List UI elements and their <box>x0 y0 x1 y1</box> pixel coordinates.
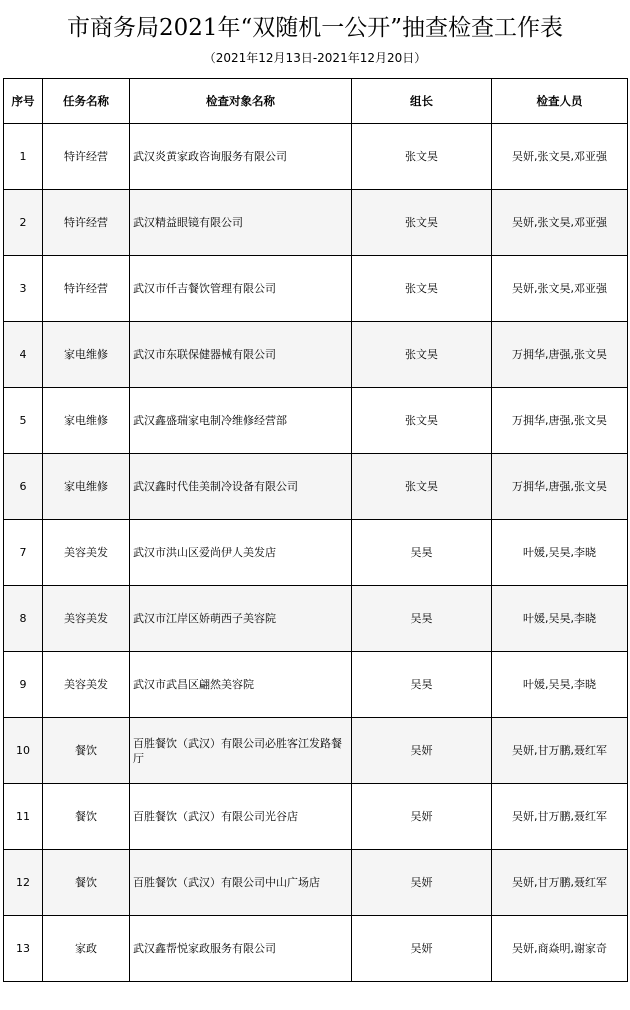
table-header-row <box>4 79 628 124</box>
header-inspectors: 检查人员 <box>492 79 628 124</box>
cell-serial-number: 13 <box>4 916 43 982</box>
cell-inspection-target: 百胜餐饮（武汉）有限公司中山广场店 <box>130 850 352 916</box>
cell-inspectors: 叶媛,吴昊,李晓 <box>492 586 628 652</box>
cell-team-leader: 吴妍 <box>352 784 492 850</box>
cell-task-name: 家电维修 <box>43 388 130 454</box>
cell-team-leader: 张文昊 <box>352 388 492 454</box>
cell-inspection-target: 百胜餐饮（武汉）有限公司必胜客江发路餐厅 <box>130 718 352 784</box>
cell-serial-number: 1 <box>4 124 43 190</box>
cell-serial-number: 11 <box>4 784 43 850</box>
cell-team-leader: 张文昊 <box>352 256 492 322</box>
cell-team-leader: 吴妍 <box>352 916 492 982</box>
cell-inspection-target: 武汉鑫盛瑞家电制冷维修经营部 <box>130 388 352 454</box>
cell-task-name: 餐饮 <box>43 784 130 850</box>
cell-inspection-target: 武汉市仟吉餐饮管理有限公司 <box>130 256 352 322</box>
cell-task-name: 家电维修 <box>43 322 130 388</box>
cell-team-leader: 张文昊 <box>352 124 492 190</box>
cell-task-name: 特许经营 <box>43 256 130 322</box>
cell-inspection-target: 武汉鑫帮悦家政服务有限公司 <box>130 916 352 982</box>
cell-serial-number: 12 <box>4 850 43 916</box>
table-row <box>4 256 628 322</box>
cell-inspection-target: 武汉市东联保健器械有限公司 <box>130 322 352 388</box>
cell-task-name: 家电维修 <box>43 454 130 520</box>
cell-team-leader: 吴妍 <box>352 718 492 784</box>
inspection-table <box>3 78 628 982</box>
cell-team-leader: 吴昊 <box>352 586 492 652</box>
cell-inspectors: 万拥华,唐强,张文昊 <box>492 322 628 388</box>
cell-serial-number: 8 <box>4 586 43 652</box>
cell-inspectors: 吴妍,张文昊,邓亚强 <box>492 190 628 256</box>
cell-team-leader: 张文昊 <box>352 322 492 388</box>
cell-task-name: 美容美发 <box>43 520 130 586</box>
cell-team-leader: 吴昊 <box>352 652 492 718</box>
table-row <box>4 388 628 454</box>
cell-task-name: 特许经营 <box>43 124 130 190</box>
cell-inspectors: 叶媛,吴昊,李晓 <box>492 520 628 586</box>
cell-serial-number: 9 <box>4 652 43 718</box>
table-row <box>4 322 628 388</box>
table-row <box>4 652 628 718</box>
table-row <box>4 916 628 982</box>
table-row <box>4 124 628 190</box>
cell-team-leader: 吴妍 <box>352 850 492 916</box>
cell-team-leader: 张文昊 <box>352 454 492 520</box>
cell-task-name: 美容美发 <box>43 652 130 718</box>
cell-inspectors: 万拥华,唐强,张文昊 <box>492 388 628 454</box>
cell-inspectors: 吴妍,甘万鹏,聂红军 <box>492 850 628 916</box>
cell-inspection-target: 武汉市江岸区娇萌西子美容院 <box>130 586 352 652</box>
table-row <box>4 190 628 256</box>
cell-inspectors: 吴妍,甘万鹏,聂红军 <box>492 784 628 850</box>
cell-task-name: 餐饮 <box>43 850 130 916</box>
table-row <box>4 586 628 652</box>
cell-inspectors: 吴妍,张文昊,邓亚强 <box>492 124 628 190</box>
cell-inspection-target: 武汉精益眼镜有限公司 <box>130 190 352 256</box>
table-row <box>4 784 628 850</box>
table-row <box>4 850 628 916</box>
date-range-subtitle: （2021年12月13日-2021年12月20日） <box>203 51 427 65</box>
cell-task-name: 特许经营 <box>43 190 130 256</box>
cell-serial-number: 3 <box>4 256 43 322</box>
cell-inspectors: 吴妍,张文昊,邓亚强 <box>492 256 628 322</box>
cell-serial-number: 4 <box>4 322 43 388</box>
cell-inspection-target: 武汉鑫时代佳美制冷设备有限公司 <box>130 454 352 520</box>
cell-inspectors: 吴妍,商焱明,谢家奇 <box>492 916 628 982</box>
cell-team-leader: 张文昊 <box>352 190 492 256</box>
page-title: 市商务局2021年“双随机一公开”抽查检查工作表 <box>66 15 564 41</box>
cell-serial-number: 10 <box>4 718 43 784</box>
cell-inspectors: 万拥华,唐强,张文昊 <box>492 454 628 520</box>
cell-inspectors: 叶媛,吴昊,李晓 <box>492 652 628 718</box>
table-row <box>4 718 628 784</box>
cell-task-name: 美容美发 <box>43 586 130 652</box>
cell-inspection-target: 武汉炎黄家政咨询服务有限公司 <box>130 124 352 190</box>
header-inspection-target: 检查对象名称 <box>130 79 352 124</box>
header-task-name: 任务名称 <box>43 79 130 124</box>
cell-team-leader: 吴昊 <box>352 520 492 586</box>
cell-task-name: 家政 <box>43 916 130 982</box>
cell-inspection-target: 武汉市洪山区爱尚伊人美发店 <box>130 520 352 586</box>
cell-serial-number: 7 <box>4 520 43 586</box>
cell-serial-number: 6 <box>4 454 43 520</box>
header-team-leader: 组长 <box>352 79 492 124</box>
cell-inspectors: 吴妍,甘万鹏,聂红军 <box>492 718 628 784</box>
cell-serial-number: 5 <box>4 388 43 454</box>
table-row <box>4 520 628 586</box>
cell-task-name: 餐饮 <box>43 718 130 784</box>
header-serial-number: 序号 <box>4 79 43 124</box>
cell-inspection-target: 百胜餐饮（武汉）有限公司光谷店 <box>130 784 352 850</box>
cell-inspection-target: 武汉市武昌区翩然美容院 <box>130 652 352 718</box>
cell-serial-number: 2 <box>4 190 43 256</box>
table-row <box>4 454 628 520</box>
